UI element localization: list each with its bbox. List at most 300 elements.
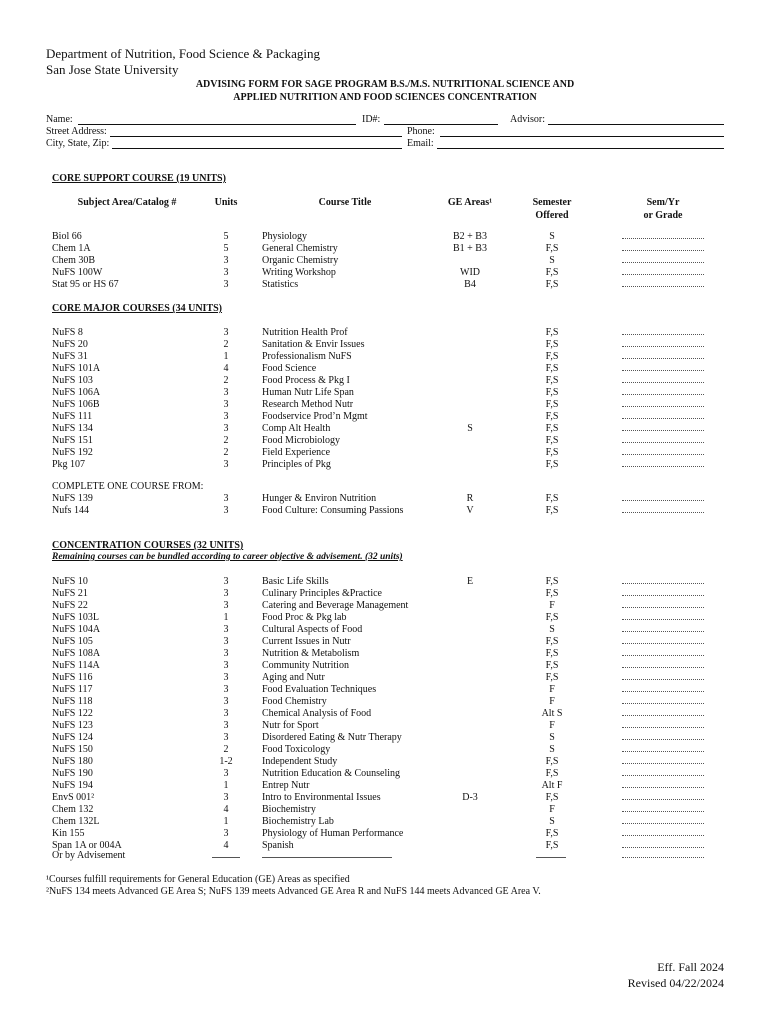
- course-title: Independent Study: [262, 756, 338, 767]
- grade-blank[interactable]: [622, 238, 704, 239]
- course-subject: NuFS 22: [52, 600, 88, 611]
- advisement-semester-blank[interactable]: [536, 857, 566, 858]
- course-title: Hunger & Environ Nutrition: [262, 493, 377, 504]
- course-title: Food Chemistry: [262, 696, 327, 707]
- course-subject: NuFS 111: [52, 411, 93, 422]
- course-subject: NuFS 134: [52, 423, 93, 434]
- phone-field[interactable]: [440, 136, 724, 137]
- concentration-row: [0, 624, 770, 636]
- grade-blank[interactable]: [622, 346, 704, 347]
- concentration-row: [0, 720, 770, 732]
- form-title-line2: APPLIED NUTRITION AND FOOD SCIENCES CONCENTRATION: [233, 92, 537, 103]
- course-semester: Alt S: [541, 708, 563, 719]
- grade-blank[interactable]: [622, 835, 704, 836]
- concentration-row: [0, 804, 770, 816]
- course-title: Biochemistry: [262, 804, 316, 815]
- course-title: General Chemistry: [262, 243, 338, 254]
- course-title: Comp Alt Health: [262, 423, 331, 434]
- concentration-row: [0, 732, 770, 744]
- course-semester: F,S: [545, 840, 559, 851]
- course-title: Food Proc & Pkg lab: [262, 612, 347, 623]
- course-semester: F,S: [545, 636, 559, 647]
- course-ge-area: V: [466, 505, 474, 516]
- course-title: Spanish: [262, 840, 294, 851]
- grade-blank[interactable]: [622, 274, 704, 275]
- course-semester: F,S: [545, 505, 559, 516]
- grade-blank[interactable]: [622, 607, 704, 608]
- course-units: 2: [223, 375, 229, 386]
- col-ge: GE Areas¹: [447, 197, 493, 208]
- course-subject: NuFS 31: [52, 351, 88, 362]
- revised-date: Revised 04/22/2024: [627, 976, 724, 990]
- concentration-row: [0, 576, 770, 588]
- course-subject: NuFS 151: [52, 435, 93, 446]
- course-units: 3: [223, 624, 229, 635]
- grade-blank[interactable]: [622, 847, 704, 848]
- id-field[interactable]: [384, 124, 498, 125]
- concentration-row: [0, 672, 770, 684]
- course-semester: F,S: [545, 327, 559, 338]
- course-semester: S: [549, 624, 555, 635]
- col-grade-line2: or Grade: [643, 210, 683, 221]
- core-major-row: [0, 411, 770, 423]
- name-label: Name:: [46, 114, 73, 125]
- course-title: Community Nutrition: [262, 660, 349, 671]
- street-field[interactable]: [110, 136, 402, 137]
- col-title: Course Title: [318, 197, 372, 208]
- course-semester: F,S: [545, 375, 559, 386]
- grade-blank[interactable]: [622, 787, 704, 788]
- course-semester: F: [549, 804, 555, 815]
- col-semester-line1: Semester: [532, 197, 572, 208]
- grade-blank[interactable]: [622, 751, 704, 752]
- course-semester: F,S: [545, 459, 559, 470]
- course-semester: S: [549, 732, 555, 743]
- course-subject: NuFS 108A: [52, 648, 101, 659]
- course-semester: F,S: [545, 243, 559, 254]
- course-subject: NuFS 123: [52, 720, 93, 731]
- core-major-heading: CORE MAJOR COURSES (34 UNITS): [52, 303, 223, 314]
- course-title: Statistics: [262, 279, 299, 290]
- course-units: 3: [223, 696, 229, 707]
- course-ge-area: B2 + B3: [453, 231, 487, 242]
- course-semester: S: [549, 231, 555, 242]
- concentration-row: [0, 708, 770, 720]
- course-units: 3: [223, 423, 229, 434]
- course-title: Food Evaluation Techniques: [262, 684, 377, 695]
- course-subject: NuFS 10: [52, 576, 88, 587]
- grade-blank[interactable]: [622, 619, 704, 620]
- concentration-subheading: Remaining courses can be bundled according to career objective & advisement. (32 units): [52, 552, 403, 562]
- course-semester: S: [549, 255, 555, 266]
- grade-blank[interactable]: [622, 595, 704, 596]
- concentration-row: [0, 816, 770, 828]
- university-name: San Jose State University: [46, 62, 179, 77]
- course-units: 3: [223, 267, 229, 278]
- course-title: Food Process & Pkg I: [262, 375, 350, 386]
- course-subject: NuFS 150: [52, 744, 93, 755]
- course-units: 5: [223, 243, 229, 254]
- grade-blank[interactable]: [622, 406, 704, 407]
- course-subject: NuFS 116: [52, 672, 93, 683]
- course-subject: EnvS 001²: [52, 792, 95, 803]
- course-units: 4: [223, 804, 229, 815]
- grade-blank[interactable]: [622, 286, 704, 287]
- course-units: 3: [223, 459, 229, 470]
- grade-blank[interactable]: [622, 811, 704, 812]
- course-units: 1: [223, 816, 229, 827]
- course-subject: NuFS 20: [52, 339, 88, 350]
- course-units: 2: [223, 447, 229, 458]
- concentration-row: [0, 600, 770, 612]
- course-subject: NuFS 192: [52, 447, 93, 458]
- effective-date: Eff. Fall 2024: [657, 960, 724, 974]
- course-semester: F: [549, 720, 555, 731]
- course-units: 3: [223, 600, 229, 611]
- course-semester: Alt F: [541, 780, 563, 791]
- course-subject: Kin 155: [52, 828, 85, 839]
- street-label: Street Address:: [46, 126, 107, 137]
- core-major-row: [0, 423, 770, 435]
- grade-blank[interactable]: [622, 442, 704, 443]
- col-grade: [622, 196, 704, 222]
- name-field[interactable]: [78, 124, 356, 125]
- course-subject: NuFS 180: [52, 756, 93, 767]
- grade-blank[interactable]: [622, 262, 704, 263]
- course-subject: NuFS 106B: [52, 399, 100, 410]
- course-units: 5: [223, 231, 229, 242]
- course-units: 3: [223, 768, 229, 779]
- course-title: Biochemistry Lab: [262, 816, 334, 827]
- advisement-grade-blank[interactable]: [622, 857, 704, 858]
- email-field[interactable]: [437, 148, 724, 149]
- grade-blank[interactable]: [622, 466, 704, 467]
- course-units: 3: [223, 399, 229, 410]
- grade-blank[interactable]: [622, 250, 704, 251]
- course-semester: F,S: [545, 756, 559, 767]
- city-field[interactable]: [112, 148, 402, 149]
- course-title: Food Science: [262, 363, 317, 374]
- city-label: City, State, Zip:: [46, 138, 110, 149]
- choose-one-row: [0, 493, 770, 505]
- col-semester: [512, 196, 592, 222]
- concentration-row: [0, 792, 770, 804]
- course-units: 1: [223, 351, 229, 362]
- grade-blank[interactable]: [622, 775, 704, 776]
- col-subject: Subject Area/Catalog #: [77, 197, 177, 208]
- course-title: Disordered Eating & Nutr Therapy: [262, 732, 402, 743]
- grade-blank[interactable]: [622, 739, 704, 740]
- course-units: 3: [223, 792, 229, 803]
- grade-blank[interactable]: [622, 655, 704, 656]
- course-units: 2: [223, 744, 229, 755]
- course-subject: NuFS 118: [52, 696, 93, 707]
- grade-blank[interactable]: [622, 631, 704, 632]
- course-title: Nutr for Sport: [262, 720, 319, 731]
- course-semester: F,S: [545, 576, 559, 587]
- course-subject: Nufs 144: [52, 505, 89, 516]
- concentration-row: [0, 780, 770, 792]
- course-semester: F,S: [545, 612, 559, 623]
- grade-blank[interactable]: [622, 727, 704, 728]
- course-title: Physiology: [262, 231, 308, 242]
- course-title: Nutrition Education & Counseling: [262, 768, 401, 779]
- course-subject: NuFS 100W: [52, 267, 103, 278]
- concentration-row: [0, 828, 770, 840]
- concentration-heading: CONCENTRATION COURSES (32 UNITS): [52, 540, 244, 551]
- course-semester: F,S: [545, 828, 559, 839]
- course-subject: NuFS 21: [52, 588, 88, 599]
- concentration-row: [0, 756, 770, 768]
- grade-blank[interactable]: [622, 691, 704, 692]
- form-title-line1: ADVISING FORM FOR SAGE PROGRAM B.S./M.S. NUTRITIONAL SCIENCE AND: [195, 79, 575, 90]
- course-ge-area: B1 + B3: [453, 243, 487, 254]
- concentration-row: [0, 612, 770, 624]
- grade-blank[interactable]: [622, 454, 704, 455]
- course-ge-area: B4: [464, 279, 476, 290]
- col-units: Units: [214, 197, 238, 208]
- course-title: Writing Workshop: [262, 267, 336, 278]
- concentration-row: [0, 744, 770, 756]
- grade-blank[interactable]: [622, 500, 704, 501]
- course-subject: NuFS 103: [52, 375, 93, 386]
- grade-blank[interactable]: [622, 715, 704, 716]
- course-subject: NuFS 8: [52, 327, 83, 338]
- advisor-label: Advisor:: [510, 114, 545, 125]
- advisement-row: [0, 850, 770, 862]
- concentration-row: [0, 684, 770, 696]
- course-title: Current Issues in Nutr: [262, 636, 351, 647]
- course-units: 3: [223, 279, 229, 290]
- grade-blank[interactable]: [622, 679, 704, 680]
- grade-blank[interactable]: [622, 358, 704, 359]
- course-units: 3: [223, 828, 229, 839]
- grade-blank[interactable]: [622, 370, 704, 371]
- grade-blank[interactable]: [622, 643, 704, 644]
- course-title: Food Microbiology: [262, 435, 341, 446]
- advisor-field[interactable]: [548, 124, 724, 125]
- course-semester: F,S: [545, 588, 559, 599]
- course-title: Entrep Nutr: [262, 780, 310, 791]
- course-semester: F,S: [545, 339, 559, 350]
- course-subject: NuFS 124: [52, 732, 93, 743]
- course-ge-area: WID: [460, 267, 480, 278]
- course-subject: NuFS 194: [52, 780, 93, 791]
- course-units: 3: [223, 576, 229, 587]
- email-label: Email:: [407, 138, 434, 149]
- course-subject: NuFS 106A: [52, 387, 101, 398]
- course-subject: Pkg 107: [52, 459, 86, 470]
- core-support-row: [0, 267, 770, 279]
- concentration-row: [0, 660, 770, 672]
- concentration-row: [0, 636, 770, 648]
- course-subject: Chem 132: [52, 804, 94, 815]
- course-units: 1: [223, 780, 229, 791]
- course-title: Basic Life Skills: [262, 576, 329, 587]
- course-semester: F,S: [545, 267, 559, 278]
- grade-blank[interactable]: [622, 799, 704, 800]
- course-semester: F,S: [545, 648, 559, 659]
- course-semester: F,S: [545, 435, 559, 446]
- course-ge-area: S: [467, 423, 473, 434]
- course-semester: F: [549, 696, 555, 707]
- course-units: 3: [223, 660, 229, 671]
- core-major-row: [0, 351, 770, 363]
- course-title: Catering and Beverage Management: [262, 600, 409, 611]
- course-semester: F,S: [545, 363, 559, 374]
- course-semester: F,S: [545, 447, 559, 458]
- concentration-row: [0, 696, 770, 708]
- course-subject: Chem 132L: [52, 816, 100, 827]
- course-units: 2: [223, 339, 229, 350]
- course-units: 3: [223, 505, 229, 516]
- course-subject: NuFS 101A: [52, 363, 101, 374]
- core-support-row: [0, 279, 770, 291]
- course-title: Physiology of Human Performance: [262, 828, 404, 839]
- course-units: 4: [223, 840, 229, 851]
- course-units: 3: [223, 327, 229, 338]
- grade-blank[interactable]: [622, 823, 704, 824]
- core-major-row: [0, 459, 770, 471]
- course-title: Aging and Nutr: [262, 672, 325, 683]
- course-units: 3: [223, 672, 229, 683]
- core-major-row: [0, 447, 770, 459]
- grade-blank[interactable]: [622, 703, 704, 704]
- course-subject: Chem 30B: [52, 255, 96, 266]
- core-support-heading: CORE SUPPORT COURSE (19 UNITS): [52, 173, 226, 184]
- col-semester-line2: Offered: [535, 210, 569, 221]
- course-subject: Stat 95 or HS 67: [52, 279, 119, 290]
- course-subject: NuFS 114A: [52, 660, 100, 671]
- core-support-row: [0, 231, 770, 243]
- department-name: Department of Nutrition, Food Science & Packaging: [46, 46, 321, 61]
- course-title: Foodservice Prod’n Mgmt: [262, 411, 368, 422]
- course-title: Nutrition Health Prof: [262, 327, 348, 338]
- course-title: Human Nutr Life Span: [262, 387, 354, 398]
- course-semester: F: [549, 684, 555, 695]
- course-semester: F: [549, 600, 555, 611]
- concentration-row: [0, 768, 770, 780]
- course-subject: Span 1A or 004A: [52, 840, 122, 851]
- course-semester: F,S: [545, 493, 559, 504]
- course-semester: F,S: [545, 279, 559, 290]
- course-units: 3: [223, 255, 229, 266]
- course-title: Professionalism NuFS: [262, 351, 352, 362]
- advisement-units-blank[interactable]: [212, 857, 240, 858]
- phone-label: Phone:: [407, 126, 435, 137]
- course-units: 3: [223, 588, 229, 599]
- course-subject: NuFS 105: [52, 636, 93, 647]
- course-units: 3: [223, 720, 229, 731]
- grade-blank[interactable]: [622, 334, 704, 335]
- course-subject: NuFS 103L: [52, 612, 99, 623]
- course-ge-area: D-3: [462, 792, 478, 803]
- course-units: 3: [223, 411, 229, 422]
- core-support-row: [0, 255, 770, 267]
- grade-blank[interactable]: [622, 394, 704, 395]
- course-semester: F,S: [545, 792, 559, 803]
- course-ge-area: E: [466, 576, 474, 587]
- course-subject: Chem 1A: [52, 243, 91, 254]
- course-units: 3: [223, 708, 229, 719]
- core-major-row: [0, 363, 770, 375]
- course-title: Sanitation & Envir Issues: [262, 339, 365, 350]
- concentration-row: [0, 648, 770, 660]
- course-title: Organic Chemistry: [262, 255, 339, 266]
- core-major-row: [0, 375, 770, 387]
- col-grade-line1: Sem/Yr: [646, 197, 680, 208]
- course-title: Research Method Nutr: [262, 399, 354, 410]
- grade-blank[interactable]: [622, 382, 704, 383]
- course-title: Chemical Analysis of Food: [262, 708, 372, 719]
- concentration-row: [0, 588, 770, 600]
- advisement-title-blank[interactable]: [262, 857, 392, 858]
- course-units: 3: [223, 684, 229, 695]
- advisement-label: Or by Advisement: [52, 850, 126, 861]
- course-subject: Biol 66: [52, 231, 82, 242]
- course-subject: NuFS 104A: [52, 624, 101, 635]
- course-units: 3: [223, 387, 229, 398]
- course-semester: S: [549, 816, 555, 827]
- course-units: 1-2: [219, 756, 233, 767]
- course-units: 3: [223, 636, 229, 647]
- course-subject: NuFS 122: [52, 708, 93, 719]
- course-title: Cultural Aspects of Food: [262, 624, 363, 635]
- course-units: 3: [223, 493, 229, 504]
- core-major-row: [0, 399, 770, 411]
- grade-blank[interactable]: [622, 512, 704, 513]
- course-units: 2: [223, 435, 229, 446]
- course-subject: NuFS 190: [52, 768, 93, 779]
- core-support-row: [0, 243, 770, 255]
- choose-one-label: COMPLETE ONE COURSE FROM:: [52, 481, 204, 492]
- grade-blank[interactable]: [622, 763, 704, 764]
- course-title: Food Toxicology: [262, 744, 331, 755]
- choose-one-row: [0, 505, 770, 517]
- course-title: Intro to Environmental Issues: [262, 792, 381, 803]
- core-major-row: [0, 327, 770, 339]
- grade-blank[interactable]: [622, 667, 704, 668]
- course-subject: NuFS 117: [52, 684, 93, 695]
- id-label: ID#:: [362, 114, 381, 125]
- course-semester: F,S: [545, 423, 559, 434]
- grade-blank[interactable]: [622, 583, 704, 584]
- course-semester: F,S: [545, 672, 559, 683]
- course-title: Principles of Pkg: [262, 459, 331, 470]
- course-ge-area: R: [466, 493, 474, 504]
- course-units: 1: [223, 612, 229, 623]
- course-title: Culinary Principles &Practice: [262, 588, 382, 599]
- course-units: 3: [223, 732, 229, 743]
- course-title: Field Experience: [262, 447, 331, 458]
- course-semester: F,S: [545, 399, 559, 410]
- core-major-row: [0, 387, 770, 399]
- footnote-1: ¹Courses fulfill requirements for General Education (GE) Areas as specified: [46, 874, 350, 885]
- course-semester: F,S: [545, 660, 559, 671]
- grade-blank[interactable]: [622, 430, 704, 431]
- core-major-row: [0, 339, 770, 351]
- course-subject: NuFS 139: [52, 493, 93, 504]
- grade-blank[interactable]: [622, 418, 704, 419]
- course-semester: F,S: [545, 351, 559, 362]
- course-semester: F,S: [545, 387, 559, 398]
- course-title: Nutrition & Metabolism: [262, 648, 360, 659]
- course-units: 3: [223, 648, 229, 659]
- footnote-2: ²NuFS 134 meets Advanced GE Area S; NuFS 139 meets Advanced GE Area R and NuFS 144 meets Advanced GE Area V.: [46, 886, 541, 897]
- course-units: 4: [223, 363, 229, 374]
- course-semester: F,S: [545, 411, 559, 422]
- core-major-row: [0, 435, 770, 447]
